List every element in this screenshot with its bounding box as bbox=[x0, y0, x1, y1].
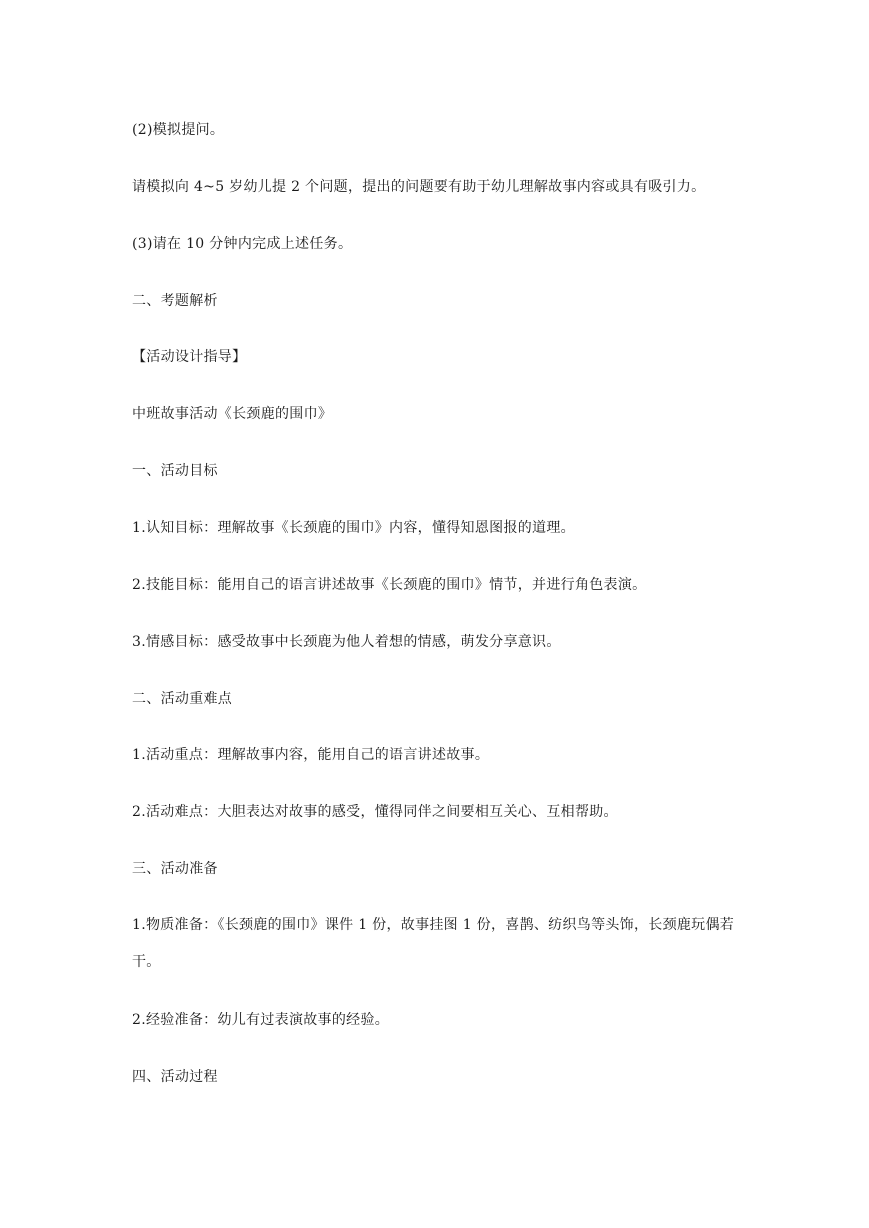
goal-cognitive: 1.认知目标：理解故事《长颈鹿的围巾》内容，懂得知恩图报的道理。 bbox=[132, 520, 575, 536]
paragraph-time-limit: (3)请在 10 分钟内完成上述任务。 bbox=[132, 236, 353, 252]
preparation-materials: 1.物质准备：《长颈鹿的围巾》课件 1 份，故事挂图 1 份，喜鹊、纺织鸟等头饰，长颈鹿玩偶若干。 bbox=[132, 917, 735, 970]
goal-skill: 2.技能目标：能用自己的语言讲述故事《长颈鹿的围巾》情节，并进行角色表演。 bbox=[132, 577, 647, 593]
paragraph-simulated-question-heading: (2)模拟提问。 bbox=[132, 122, 225, 138]
activity-title: 中班故事活动《长颈鹿的围巾》 bbox=[132, 406, 333, 422]
preparation-experience: 2.经验准备：幼儿有过表演故事的经验。 bbox=[132, 1012, 390, 1028]
section-heading-preparation: 三、活动准备 bbox=[132, 861, 218, 877]
section-heading-key-points: 二、活动重难点 bbox=[132, 691, 233, 707]
section-heading-process: 四、活动过程 bbox=[132, 1069, 218, 1085]
paragraph-question-instruction: 请模拟向 4~5 岁幼儿提 2 个问题，提出的问题要有助于幼儿理解故事内容或具有吸引力。 bbox=[132, 179, 706, 195]
section-heading-analysis: 二、考题解析 bbox=[132, 293, 218, 309]
goal-emotional: 3.情感目标：感受故事中长颈鹿为他人着想的情感，萌发分享意识。 bbox=[132, 634, 561, 650]
section-heading-goals: 一、活动目标 bbox=[132, 463, 218, 479]
key-point: 1.活动重点：理解故事内容，能用自己的语言讲述故事。 bbox=[132, 747, 490, 763]
difficult-point: 2.活动难点：大胆表达对故事的感受，懂得同伴之间要相互关心、互相帮助。 bbox=[132, 804, 618, 820]
section-heading-design-guide: 【活动设计指导】 bbox=[132, 349, 247, 365]
